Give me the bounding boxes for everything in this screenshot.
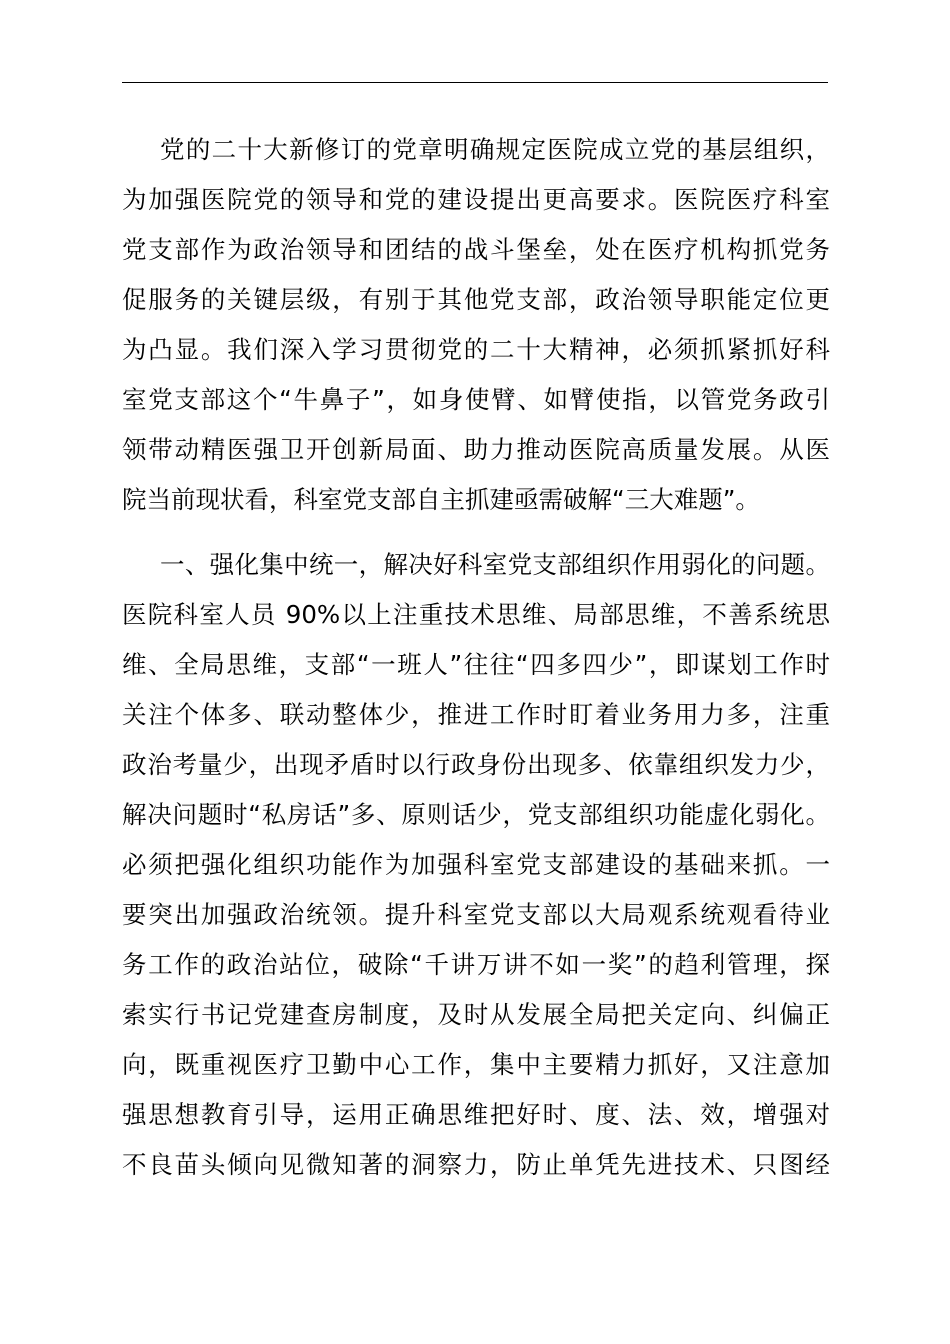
paragraph-2-line-7: 必须把强化组织功能作为加强科室党支部建设的基础来抓。一 bbox=[122, 850, 830, 879]
paragraph-1-line-7: 领带动精医强卫开创新局面、助力推动医院高质量发展。从医 bbox=[122, 435, 830, 464]
paragraph-2-line-13: 不良苗头倾向见微知著的洞察力，防止单凭先进技术、只图经 bbox=[122, 1150, 830, 1179]
paragraph-2-line-5: 政治考量少，出现矛盾时以行政身份出现多、依靠组织发力少， bbox=[122, 750, 830, 779]
paragraph-2-line-4: 关注个体多、联动整体少，推进工作时盯着业务用力多，注重 bbox=[122, 700, 830, 729]
paragraph-2-line-2: 医院科室人员 90%以上注重技术思维、局部思维，不善系统思 bbox=[122, 600, 830, 629]
paragraph-1-line-4: 促服务的关键层级，有别于其他党支部，政治领导职能定位更 bbox=[122, 285, 830, 314]
paragraph-2-line-12: 强思想教育引导，运用正确思维把好时、度、法、效，增强对 bbox=[122, 1100, 830, 1129]
paragraph-2-line-10: 索实行书记党建查房制度，及时从发展全局把关定向、纠偏正 bbox=[122, 1000, 830, 1029]
header-rule bbox=[122, 82, 828, 83]
paragraph-2-line-1: 一、强化集中统一，解决好科室党支部组织作用弱化的问题。 bbox=[160, 550, 830, 579]
paragraph-2-line-6: 解决问题时“私房话”多、原则话少，党支部组织功能虚化弱化。 bbox=[122, 800, 830, 829]
paragraph-1-line-1: 党的二十大新修订的党章明确规定医院成立党的基层组织， bbox=[160, 135, 830, 164]
paragraph-2-line-3: 维、全局思维，支部“一班人”往往“四多四少”，即谋划工作时 bbox=[122, 650, 830, 679]
paragraph-2-line-8: 要突出加强政治统领。提升科室党支部以大局观系统观看待业 bbox=[122, 900, 830, 929]
paragraph-1-line-3: 党支部作为政治领导和团结的战斗堡垒，处在医疗机构抓党务 bbox=[122, 235, 830, 264]
paragraph-1-line-5: 为凸显。我们深入学习贯彻党的二十大精神，必须抓紧抓好科 bbox=[122, 335, 830, 364]
paragraph-2-line-11: 向，既重视医疗卫勤中心工作，集中主要精力抓好，又注意加 bbox=[122, 1050, 830, 1079]
paragraph-1-line-8: 院当前现状看，科室党支部自主抓建亟需破解“三大难题”。 bbox=[122, 485, 760, 514]
paragraph-2-line-9: 务工作的政治站位，破除“千讲万讲不如一奖”的趋利管理，探 bbox=[122, 950, 830, 979]
paragraph-1-line-2: 为加强医院党的领导和党的建设提出更高要求。医院医疗科室 bbox=[122, 185, 830, 214]
paragraph-1-line-6: 室党支部这个“牛鼻子”，如身使臂、如臂使指，以管党务政引 bbox=[122, 385, 830, 414]
